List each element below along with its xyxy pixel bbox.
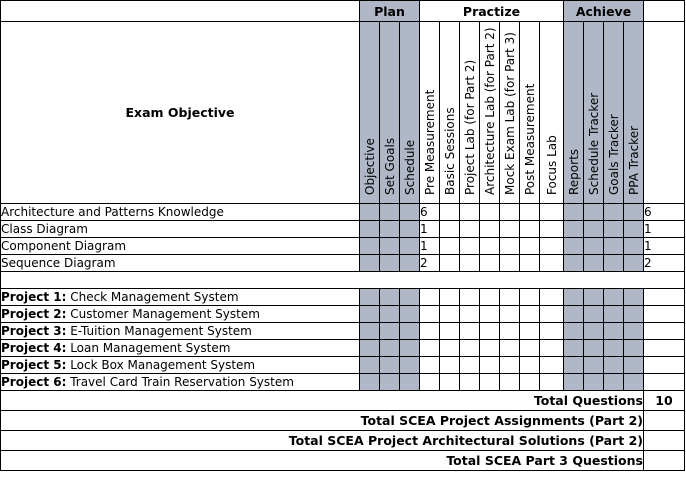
col-project-lab-label: Project Lab (for Part 2) — [462, 59, 477, 195]
pre-measurement-value: 6 — [420, 204, 440, 221]
col-reports — [564, 22, 584, 204]
total-row — [1, 391, 685, 411]
col-goals-tracker-label: Goals Tracker — [606, 114, 621, 195]
project-prefix: Project 4: — [1, 341, 67, 355]
practize-group-header: Practize — [420, 1, 564, 22]
plan-group-header: Plan — [360, 1, 420, 22]
col-goals-tracker — [604, 22, 624, 204]
row-total-value: 1 — [644, 238, 685, 255]
col-mock-exam-lab-label: Mock Exam Lab (for Part 3) — [502, 32, 517, 195]
total-row — [1, 411, 685, 431]
col-objective — [360, 22, 380, 204]
total-part3-label: Total SCEA Part 3 Questions — [1, 451, 644, 471]
project-label — [1, 289, 360, 306]
pre-measurement-value: 1 — [420, 221, 440, 238]
objective-label: Component Diagram — [1, 238, 360, 255]
pre-measurement-value: 2 — [420, 255, 440, 272]
achieve-group-header: Achieve — [564, 1, 644, 22]
table-row — [1, 255, 685, 272]
row-total-value: 2 — [644, 255, 685, 272]
col-pre-measurement — [420, 22, 440, 204]
project-label — [1, 340, 360, 357]
project-prefix: Project 1: — [1, 290, 67, 304]
row-total-value: 6 — [644, 204, 685, 221]
col-focus-lab — [540, 22, 564, 204]
project-prefix: Project 6: — [1, 375, 67, 389]
total-questions-value: 10 — [644, 391, 685, 411]
col-schedule-tracker — [584, 22, 604, 204]
objective-label: Class Diagram — [1, 221, 360, 238]
project-label — [1, 374, 360, 391]
project-prefix: Project 3: — [1, 324, 67, 338]
total-row — [1, 431, 685, 451]
project-prefix: Project 2: — [1, 307, 67, 321]
col-total-blank — [644, 22, 685, 204]
col-post-measurement — [520, 22, 540, 204]
total-assignments-value — [644, 411, 685, 431]
table-row — [1, 357, 685, 374]
project-name: E-Tuition Management System — [66, 324, 252, 338]
col-basic-sessions-label: Basic Sessions — [442, 107, 457, 195]
col-pre-measurement-label: Pre Measurement — [422, 89, 437, 195]
header-blank — [1, 1, 360, 22]
col-reports-label: Reports — [566, 148, 581, 195]
table-row — [1, 323, 685, 340]
table-row — [1, 306, 685, 323]
project-name: Loan Management System — [66, 341, 231, 355]
col-set-goals-label: Set Goals — [382, 137, 397, 195]
col-schedule — [400, 22, 420, 204]
col-ppa-tracker-label: PPA Tracker — [626, 125, 641, 195]
total-row — [1, 451, 685, 471]
col-objective-label: Objective — [362, 138, 377, 195]
spacer-row — [1, 272, 685, 289]
col-mock-exam-lab — [500, 22, 520, 204]
col-project-lab — [460, 22, 480, 204]
header-blank-right — [644, 1, 685, 22]
pre-measurement-value: 1 — [420, 238, 440, 255]
project-label — [1, 323, 360, 340]
column-header-row — [1, 22, 685, 204]
project-prefix: Project 5: — [1, 358, 67, 372]
project-name: Customer Management System — [66, 307, 260, 321]
col-architecture-lab-label: Architecture Lab (for Part 2) — [482, 27, 497, 195]
table-row — [1, 289, 685, 306]
col-schedule-tracker-label: Schedule Tracker — [586, 92, 601, 195]
project-name: Check Management System — [66, 290, 239, 304]
table-row — [1, 238, 685, 255]
col-architecture-lab — [480, 22, 500, 204]
project-name: Lock Box Management System — [66, 358, 256, 372]
exam-objective-header: Exam Objective — [1, 22, 360, 204]
row-total-value: 1 — [644, 221, 685, 238]
table-row — [1, 204, 685, 221]
col-schedule-label: Schedule — [402, 139, 417, 195]
project-name: Travel Card Train Reservation System — [66, 375, 294, 389]
project-label — [1, 357, 360, 374]
col-post-measurement-label: Post Measurement — [522, 83, 537, 195]
objective-label: Sequence Diagram — [1, 255, 360, 272]
total-solutions-label: Total SCEA Project Architectural Solutions (Part 2) — [1, 431, 644, 451]
col-focus-lab-label: Focus Lab — [544, 135, 559, 195]
table-row — [1, 340, 685, 357]
table-row — [1, 374, 685, 391]
total-part3-value — [644, 451, 685, 471]
total-solutions-value — [644, 431, 685, 451]
project-label — [1, 306, 360, 323]
total-assignments-label: Total SCEA Project Assignments (Part 2) — [1, 411, 644, 431]
table-row — [1, 221, 685, 238]
col-set-goals — [380, 22, 400, 204]
total-questions-label: Total Questions — [1, 391, 644, 411]
col-ppa-tracker — [624, 22, 644, 204]
col-basic-sessions — [440, 22, 460, 204]
group-header-row — [1, 1, 685, 22]
objective-label: Architecture and Patterns Knowledge — [1, 204, 360, 221]
